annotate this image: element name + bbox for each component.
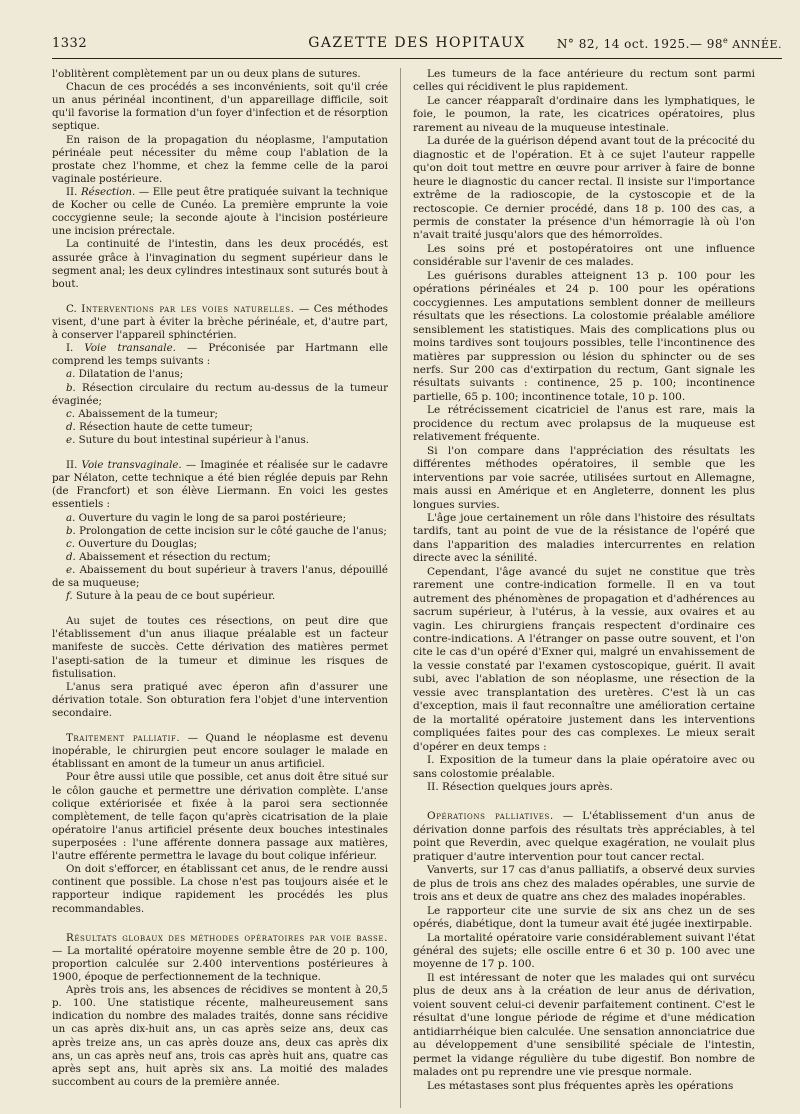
list-key: f. bbox=[66, 590, 73, 603]
list-item bbox=[52, 564, 388, 590]
paragraph: La durée de la guérison dépend avant tout de la précocité du diagnostic et de l'opération. Et à ce sujet l'auteur rappelle qu'on doit tout mettre en œuvre pour arriver à faire de bonne heure le diagnostic du cancer rectal. Il insiste sur l'importance extrême de la radioscopie, de la cystoscopie et de la rectoscopie. Ce dernier procédé, dans 18 p. 100 des cas, a permis de constater la présence d'un hémorragie là où l'on n'avait traité jusqu'alors que des hémorroïdes. bbox=[413, 135, 755, 242]
list-text: Ouverture du vagin le long de sa paroi postérieure; bbox=[75, 511, 347, 524]
list-key: b. bbox=[66, 524, 76, 537]
list-text: Ouverture du Douglas; bbox=[75, 537, 198, 550]
section-voies-naturelles bbox=[52, 303, 388, 342]
paragraph: Les guérisons durables atteignent 13 p. 100 pour les opérations périnéales et 24 p. 100 pour les opérations coccygiennes. Les amputations semblent donner de meilleurs résultats que les résections. La colostomie préalable améliore sensiblement les statistiques. Mais des complications plus ou moins tardives sont toujours possibles, telle l'incontinence des matières par suppression ou lésion du sphincter ou de ses nerfs. Sur 200 cas d'extirpation du rectum, Gant signale les résultats suivants : continence, 25 p. 100; incontinence partielle, 65 p. 100; incontinence totale, 10 p. 100. bbox=[413, 269, 755, 403]
list-key: d. bbox=[66, 420, 76, 433]
issue-date: N° 82, 14 oct. 1925.— 98 bbox=[556, 37, 724, 51]
list-item bbox=[52, 408, 388, 421]
section-voie-transvaginale bbox=[52, 459, 388, 511]
list-item bbox=[52, 525, 388, 538]
paragraph: Pour être aussi utile que possible, cet anus doit être situé sur le côlon gauche et permettre une dérivation complète. L'anse colique extériorisée et fixée à la paroi sera sectionnée complètement, de telle façon qu'après cicatrisation de la plaie opératoire l'anus artificiel présente deux bouches intestinales superposées : l'une afférente donnera passage aux matières, l'autre efférente permettra le lavage du bout colique inférieur. bbox=[52, 771, 388, 863]
paragraph: Si l'on compare dans l'appréciation des résultats les différentes méthodes opératoires, il semble que les interventions par voie sacrée, utilisées surtout en Allemagne, mais aussi en Amérique et en Angleterre, donnent les plus longues survies. bbox=[413, 444, 755, 511]
list-text: Suture à la peau de ce bout supérieur. bbox=[72, 590, 276, 603]
paragraph: Le rapporteur cite une survie de six ans chez un de ses opérés, diabétique, dont la tumeur avait été jugée inextirpable. bbox=[413, 904, 755, 931]
paragraph: La continuité de l'intestin, dans les deux procédés, est assurée grâce à l'invagination du segment supérieur dans le segment anal; les deux cylindres intestinaux sont suturés bout à bout. bbox=[52, 238, 388, 290]
paragraph: Le cancer réapparaît d'ordinaire dans les lymphatiques, le foie, le poumon, la rate, les cicatrices opératoires, plus rarement au niveau de la muqueuse intestinale. bbox=[413, 94, 755, 134]
section-text: — Préconisée par Hartmann elle comprend les temps suivants : bbox=[52, 342, 388, 368]
section-heading: Traitement palliatif. bbox=[66, 732, 181, 745]
section-operations-palliatives bbox=[413, 810, 755, 864]
list-item bbox=[52, 551, 388, 564]
paragraph: On doit s'efforcer, en établissant cet anus, de le rendre aussi continent que possible. La chose n'est pas toujours aisée et le rapporteur indique rapidement les procédés les plus recommandables. bbox=[52, 863, 388, 915]
section-title: Voie transanale. bbox=[84, 342, 176, 355]
paragraph: l'oblitèrent complètement par un ou deux plans de sutures. bbox=[52, 68, 361, 80]
page-number: 1332 bbox=[52, 36, 88, 51]
list-text: Résection haute de cette tumeur; bbox=[75, 420, 253, 433]
section-text: — Imaginée et réalisée sur le cadavre par Nélaton, cette technique a été bien réglée depuis par Rehn (de Francfort) et son élève Liermann. En voici les gestes essentiels : bbox=[52, 459, 388, 511]
page-header bbox=[52, 32, 782, 59]
paragraph: L'anus sera pratiqué avec éperon afin d'assurer une dérivation totale. Son obturation fera l'objet d'une intervention secondaire. bbox=[52, 680, 388, 720]
list-text: Prolongation de cette incision sur le côté gauche de l'anus; bbox=[75, 524, 387, 537]
section-traitement-palliatif bbox=[52, 732, 388, 771]
section-resection bbox=[52, 186, 388, 238]
section-number: II. bbox=[66, 185, 78, 198]
list-text: Abaissement et résection du rectum; bbox=[75, 550, 271, 563]
list-item bbox=[52, 382, 388, 408]
paragraph: La mortalité opératoire varie considérablement suivant l'état général des sujets; elle oscille entre 6 et 30 p. 100 avec une moyenne de 17 p. 100. bbox=[413, 931, 755, 971]
section-text: — La mortalité opératoire moyenne semble être de 20 p. 100, proportion calculée sur 2.400 interventions postérieures à 1900, époque de perfectionnement de la technique. bbox=[52, 944, 388, 983]
paragraph: Les tumeurs de la face antérieure du rectum sont parmi celles qui récidivent le plus rapidement. bbox=[413, 68, 755, 94]
list-key: c. bbox=[66, 537, 75, 550]
list-text: Résection circulaire du rectum au-dessus de la tumeur évaginée; bbox=[52, 381, 388, 407]
paragraph: Après trois ans, les absences de récidives se montent à 20,5 p. 100. Une statistique récente, malheureusement sans indication du nombre des malades traités, donne sans récidive un cas après dix-huit ans, un cas après seize ans, deux cas après treize ans, un cas après douze ans, deux cas après dix ans, un cas après neuf ans, trois cas après huit ans, quatre cas après sept ans, huit après six ans. La moitié des malades succombent au cours de la première année. bbox=[52, 984, 388, 1088]
list-key: e. bbox=[66, 433, 76, 446]
section-title: Voie transvaginale. bbox=[81, 459, 182, 472]
paragraph: Les soins pré et postopératoires ont une influence considérable sur l'avenir de ces malades. bbox=[413, 242, 755, 269]
section-voie-transanale bbox=[52, 342, 388, 368]
section-heading: Opérations palliatives. bbox=[427, 810, 554, 823]
list-item bbox=[52, 590, 388, 603]
list-item bbox=[52, 421, 388, 434]
list-item bbox=[52, 538, 388, 551]
paragraph: En raison de la propagation du néoplasme, l'amputation périnéale peut nécessiter du même coup l'ablation de la prostate chez l'homme, et chez la femme celle de la paroi vaginale postérieure. bbox=[52, 133, 388, 185]
column-divider bbox=[400, 68, 401, 1108]
list-text: Abaissement de la tumeur; bbox=[75, 407, 218, 420]
list-text: Dilatation de l'anus; bbox=[75, 368, 184, 381]
issue-sup: e bbox=[723, 36, 729, 45]
section-resultats-globaux bbox=[52, 932, 388, 984]
list-key: c. bbox=[66, 407, 75, 420]
paragraph: Le rétrécissement cicatriciel de l'anus est rare, mais la procidence du rectum avec prolapsus de la muqueuse est relativement fréquente. bbox=[413, 404, 755, 444]
list-key: d. bbox=[66, 550, 76, 563]
section-number: I. bbox=[66, 342, 74, 355]
paragraph: Cependant, l'âge avancé du sujet ne constitue que très rarement une contre-indication formelle. Il en va tout autrement des phénomènes de propagation et d'adhérences au sacrum supérieur, à l'utérus, à la vessie, aux ovaires et au vagin. Les chirurgiens français respectent d'ordinaire ces contre-indications. A l'étranger on passe outre souvent, et l'on cite le cas d'un opéré d'Exner qui, malgré un envahissement de la vessie constaté par l'examen cystoscopique, guérit. Il avait subi, avec l'ablation de son néoplasme, une résection de la vessie avec transplantation des uretères. C'est là un cas d'exception, mais il faut reconnaître une amélioration certaine de la mortalité opératoire justement dans les interventions compliquées faites pour des cas complexes. Le mieux serait d'opérer en deux temps : bbox=[413, 565, 755, 753]
left-column bbox=[52, 68, 388, 1089]
list-item: II. Résection quelques jours après. bbox=[427, 781, 613, 794]
section-title: Résection. bbox=[80, 185, 136, 198]
right-column bbox=[413, 68, 755, 1093]
issue-annee: ANNÉE. bbox=[728, 38, 782, 51]
section-letter: C. bbox=[66, 302, 77, 315]
paragraph: Chacun de ces procédés a ses inconvénients, soit qu'il crée un anus périnéal incontinent, d'un appareillage difficile, soit qu'il favorise la formation d'un foyer d'infection et de résorption septique. bbox=[52, 81, 388, 133]
list-item bbox=[52, 512, 388, 525]
section-text: — L'établissement d'un anus de dérivation donne parfois des résultats très appréciables, à tel point que Reverdin, avec quelque exagération, ne voulait plus pratiquer d'autre intervention pour tout cancer rectal. bbox=[413, 810, 755, 863]
paragraph: Les métastases sont plus fréquentes après les opérations bbox=[427, 1079, 734, 1092]
section-text: — Quand le néoplasme est devenu inopérable, le chirurgien peut encore soulager le malade en établissant en amont de la tumeur un anus artificiel. bbox=[52, 732, 388, 771]
paragraph: Au sujet de toutes ces résections, on peut dire que l'établissement d'un anus iliaque préalable est un facteur manifeste de succès. Cette dérivation des matières permet l'asepti-sation de la tumeur et diminue les risques de fistulisation. bbox=[52, 615, 388, 680]
paragraph: Il est intéressant de noter que les malades qui ont survécu plus de deux ans à la création de leur anus de dérivation, voient souvent celui-ci devenir parfaitement continent. C'est le résultat d'une longue période de régime et d'une médication antidiarrhéique bien calculée. Une sensation annonciatrice due au développement d'une sensibilité spéciale de l'intestin, permet la vidange régulière du tube digestif. Bon nombre de malades ont pu reprendre une vie presque normale. bbox=[413, 971, 755, 1079]
list-item bbox=[52, 368, 388, 381]
paragraph: L'âge joue certainement un rôle dans l'histoire des résultats tardifs, tant au point de vue de la résistance de l'opéré que dans l'apparition des maladies intercurrentes en relation directe avec la sénilité. bbox=[413, 511, 755, 565]
list-key: a. bbox=[66, 511, 76, 524]
section-number: II. bbox=[66, 459, 78, 472]
list-text: Suture du bout intestinal supérieur à l'anus. bbox=[75, 433, 310, 446]
list-key: e. bbox=[66, 563, 76, 576]
list-key: a. bbox=[66, 368, 76, 381]
list-key: b. bbox=[66, 381, 76, 394]
list-item bbox=[52, 434, 388, 447]
paragraph: Vanverts, sur 17 cas d'anus palliatifs, a observé deux survies de plus de trois ans chez des malades opérables, une survie de trois ans et deux de quatre ans chez des malades inopérables. bbox=[413, 864, 755, 904]
section-heading: Interventions par les voies naturelles. bbox=[81, 302, 295, 315]
issue-info bbox=[557, 36, 782, 51]
section-text: — Ces méthodes visent, d'une part à éviter la brèche périnéale, et, d'autre part, à conserver l'appareil sphinctérien. bbox=[52, 302, 388, 342]
journal-title: GAZETTE DES HOPITAUX bbox=[308, 35, 526, 51]
list-text: Abaissement du bout supérieur à travers l'anus, dépouillé de sa muqueuse; bbox=[52, 563, 388, 590]
section-text: — Elle peut être pratiquée suivant la technique de Kocher ou celle de Cunéo. La première emprunte la voie coccygienne seule; la seconde ajoute à l'incision postérieure une incision prérectale. bbox=[52, 185, 388, 238]
section-heading: Résultats globaux des méthodes opératoires par voie basse. bbox=[66, 931, 388, 944]
list-item: I. Exposition de la tumeur dans la plaie opératoire avec ou sans colostomie préalable. bbox=[413, 754, 755, 780]
